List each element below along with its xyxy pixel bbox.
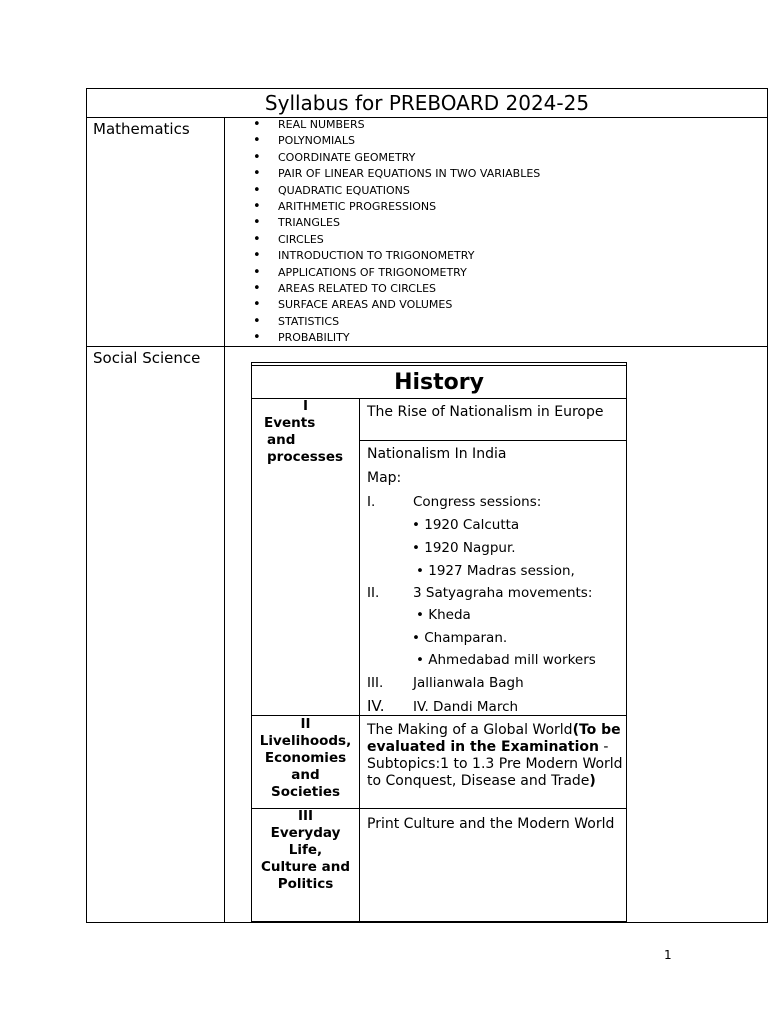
list-item: • CIRCLES: [250, 232, 540, 248]
page-number: 1: [664, 948, 672, 962]
mathematics-topic-list: [250, 117, 540, 346]
list-item: • PAIR OF LINEAR EQUATIONS IN TWO VARIABLES: [250, 166, 540, 182]
unit-3-label: [252, 808, 359, 893]
map-item: [367, 697, 518, 716]
chapter-nationalism-in-india: Nationalism In India: [367, 446, 507, 462]
list-item: • AREAS RELATED TO CIRCLES: [250, 281, 540, 297]
subject-social-science: Social Science: [93, 349, 201, 367]
history-table-right: [626, 362, 627, 922]
history-table-top: [251, 362, 627, 363]
map-item-marker: I.: [367, 494, 376, 510]
subject-mathematics: Mathematics: [93, 120, 190, 138]
map-item: • Kheda: [416, 607, 471, 623]
list-item: • APPLICATIONS OF TRIGONOMETRY: [250, 265, 540, 281]
history-table-top-inner: [251, 365, 627, 366]
page-title: Syllabus for PREBOARD 2024-25: [264, 91, 590, 115]
list-item: • STATISTICS: [250, 314, 540, 330]
table-column-divider: [224, 117, 225, 923]
exam-note-bold: (To be evaluated in the Examination: [367, 722, 621, 755]
exam-note: -Subtopics:1 to 1.3 Pre Modern World to Conquest, Disease and Trade: [367, 739, 623, 789]
unit-3-line: Culture and: [260, 859, 351, 875]
unit-2-line: and: [291, 767, 320, 783]
unit-2-line: Societies: [270, 784, 341, 800]
chapter-rise-of-nationalism: The Rise of Nationalism in Europe: [367, 404, 604, 420]
chapter-title: The Making of a Global World: [367, 722, 573, 738]
map-item: • Champaran.: [412, 630, 508, 646]
chapter-global-world: [367, 722, 623, 790]
map-label: Map:: [367, 470, 402, 486]
map-item: • 1927 Madras session,: [416, 563, 575, 579]
unit-1-label: [252, 398, 359, 415]
map-item-text: 3 Satyagraha movements:: [413, 585, 593, 601]
unit-2-line: Livelihoods,: [259, 733, 352, 749]
history-title: History: [394, 370, 484, 395]
unit-2-line: Economies: [264, 750, 347, 766]
history-table-bottom: [252, 921, 627, 923]
unit-1-line: Events: [264, 415, 316, 431]
map-item: • Ahmedabad mill workers: [416, 652, 596, 668]
unit-1-line: processes: [267, 449, 344, 465]
list-item: • REAL NUMBERS: [250, 117, 540, 133]
list-item: • PROBABILITY: [250, 330, 540, 346]
history-column-divider: [359, 398, 360, 922]
list-item: • SURFACE AREAS AND VOLUMES: [250, 297, 540, 313]
list-item: • INTRODUCTION TO TRIGONOMETRY: [250, 248, 540, 264]
map-item: • 1920 Nagpur.: [412, 540, 516, 556]
list-item: • QUADRATIC EQUATIONS: [250, 183, 540, 199]
list-item: • ARITHMETIC PROGRESSIONS: [250, 199, 540, 215]
map-item-text: Jallianwala Bagh: [413, 675, 524, 691]
table-border-left: [86, 88, 87, 923]
map-item-marker: IV.: [367, 697, 385, 715]
map-item-text: Congress sessions:: [413, 494, 542, 510]
list-item: • POLYNOMIALS: [250, 133, 540, 149]
map-item: [367, 493, 541, 511]
chapter-print-culture: Print Culture and the Modern World: [367, 816, 615, 832]
map-item: [367, 584, 592, 602]
unit-3-line: Life,: [288, 842, 323, 858]
map-item-marker: II.: [367, 585, 380, 601]
unit-1-numeral: I: [302, 398, 309, 414]
history-chapter-divider: [359, 440, 627, 441]
list-item: • TRIANGLES: [250, 215, 540, 231]
unit-3-line: Everyday: [270, 825, 341, 841]
map-item-text: IV. Dandi March: [413, 699, 519, 715]
unit-1-name: [264, 415, 343, 466]
exam-note-close: ): [589, 773, 596, 789]
unit-2-numeral: II: [300, 716, 311, 732]
unit-3-line: Politics: [277, 876, 334, 892]
map-item: • 1920 Calcutta: [412, 517, 520, 533]
map-item-marker: III.: [367, 675, 384, 691]
unit-2-label: [252, 716, 359, 801]
unit-3-numeral: III: [297, 808, 314, 824]
map-item: [367, 674, 524, 692]
unit-1-line: and: [267, 432, 296, 448]
list-item: • COORDINATE GEOMETRY: [250, 150, 540, 166]
